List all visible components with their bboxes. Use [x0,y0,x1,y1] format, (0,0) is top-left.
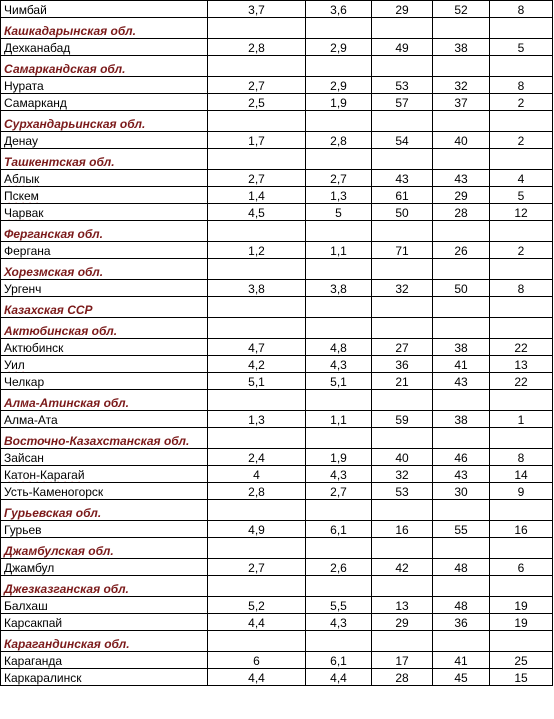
station-row [1,77,553,94]
station-name: Нурата [4,79,44,93]
value-cell-col1: 2,7 [208,170,306,187]
value-cell-col4: 48 [433,597,490,614]
empty-cell [208,631,306,652]
station-name-cell [1,521,208,538]
value-cell-col5: 19 [490,597,553,614]
value-cell-col1: 3,8 [208,280,306,297]
value-cell-col1: 2,7 [208,559,306,576]
station-name: Джамбул [4,561,55,575]
value-cell-col3: 40 [372,449,433,466]
empty-cell [208,149,306,170]
station-name: Караганда [4,654,63,668]
region-header-row [1,576,553,597]
station-name-cell [1,652,208,669]
empty-cell [208,56,306,77]
station-name: Пскем [4,189,39,203]
empty-cell [306,18,372,39]
value-cell-col5: 2 [490,94,553,111]
station-name-cell [1,39,208,56]
value-cell-col2: 2,7 [306,483,372,500]
value-cell-col5: 22 [490,339,553,356]
region-header-label: Гурьевская обл. [1,500,208,521]
value-cell-col2: 1,1 [306,242,372,259]
value-cell-col3: 29 [372,614,433,631]
value-cell-col5: 2 [490,132,553,149]
value-cell-col3: 49 [372,39,433,56]
value-cell-col2: 2,9 [306,77,372,94]
station-name-cell [1,77,208,94]
station-row [1,466,553,483]
station-name-cell [1,483,208,500]
station-name: Актюбинск [4,341,64,355]
value-cell-col4: 55 [433,521,490,538]
empty-cell [433,111,490,132]
value-cell-col3: 54 [372,132,433,149]
empty-cell [372,538,433,559]
empty-cell [306,149,372,170]
value-cell-col3: 13 [372,597,433,614]
station-row [1,170,553,187]
station-row [1,187,553,204]
empty-cell [372,56,433,77]
station-name: Чимбай [4,3,47,17]
empty-cell [306,500,372,521]
station-name-cell [1,669,208,686]
empty-cell [490,297,553,318]
value-cell-col4: 52 [433,1,490,18]
empty-cell [490,149,553,170]
value-cell-col4: 40 [433,132,490,149]
station-name: Карсакпай [4,616,63,630]
value-cell-col4: 36 [433,614,490,631]
value-cell-col1: 1,4 [208,187,306,204]
region-header-label: Джезказганская обл. [1,576,208,597]
value-cell-col5: 12 [490,204,553,221]
empty-cell [433,18,490,39]
value-cell-col5: 2 [490,242,553,259]
value-cell-col4: 26 [433,242,490,259]
empty-cell [490,500,553,521]
region-header-label: Восточно-Казахстанская обл. [1,428,208,449]
value-cell-col1: 4,2 [208,356,306,373]
station-name: Чарвак [4,206,44,220]
station-row [1,339,553,356]
value-cell-col4: 38 [433,411,490,428]
value-cell-col3: 43 [372,170,433,187]
region-header-label: Ташкентская обл. [1,149,208,170]
value-cell-col2: 4,3 [306,466,372,483]
empty-cell [372,221,433,242]
value-cell-col1: 4,5 [208,204,306,221]
station-name-cell [1,466,208,483]
station-name: Катон-Карагай [4,468,85,482]
empty-cell [208,318,306,339]
value-cell-col2: 4,4 [306,669,372,686]
station-row [1,39,553,56]
value-cell-col5: 13 [490,356,553,373]
value-cell-col5: 9 [490,483,553,500]
value-cell-col3: 32 [372,280,433,297]
station-row [1,132,553,149]
value-cell-col2: 1,1 [306,411,372,428]
empty-cell [490,318,553,339]
value-cell-col4: 41 [433,652,490,669]
station-name-cell [1,187,208,204]
empty-cell [490,538,553,559]
region-header-row [1,56,553,77]
region-header-row [1,428,553,449]
station-name: Ургенч [4,282,42,296]
station-name-cell [1,339,208,356]
station-name-cell [1,614,208,631]
value-cell-col4: 28 [433,204,490,221]
region-header-row [1,259,553,280]
value-cell-col2: 6,1 [306,652,372,669]
station-name: Челкар [4,375,45,389]
region-header-row [1,297,553,318]
value-cell-col3: 29 [372,1,433,18]
empty-cell [433,56,490,77]
value-cell-col2: 5 [306,204,372,221]
value-cell-col5: 8 [490,1,553,18]
station-name-cell [1,356,208,373]
empty-cell [433,576,490,597]
empty-cell [208,576,306,597]
empty-cell [372,576,433,597]
empty-cell [306,259,372,280]
value-cell-col2: 2,9 [306,39,372,56]
station-name: Уил [4,358,25,372]
value-cell-col4: 48 [433,559,490,576]
value-cell-col3: 36 [372,356,433,373]
station-row [1,449,553,466]
station-row [1,483,553,500]
empty-cell [433,631,490,652]
empty-cell [490,390,553,411]
station-row [1,559,553,576]
value-cell-col2: 1,3 [306,187,372,204]
region-header-row [1,631,553,652]
value-cell-col5: 8 [490,77,553,94]
empty-cell [490,111,553,132]
station-name-cell [1,411,208,428]
empty-cell [306,56,372,77]
empty-cell [490,221,553,242]
empty-cell [433,318,490,339]
empty-cell [490,56,553,77]
station-name: Самарканд [4,96,67,110]
value-cell-col1: 4,4 [208,614,306,631]
value-cell-col3: 17 [372,652,433,669]
region-header-row [1,111,553,132]
empty-cell [490,428,553,449]
value-cell-col4: 41 [433,356,490,373]
empty-cell [208,111,306,132]
value-cell-col3: 53 [372,77,433,94]
value-cell-col5: 16 [490,521,553,538]
empty-cell [433,149,490,170]
station-row [1,614,553,631]
value-cell-col5: 15 [490,669,553,686]
station-row [1,242,553,259]
value-cell-col4: 50 [433,280,490,297]
value-cell-col5: 8 [490,449,553,466]
empty-cell [208,500,306,521]
value-cell-col5: 5 [490,187,553,204]
value-cell-col2: 5,5 [306,597,372,614]
station-name: Зайсан [4,451,44,465]
region-header-label: Актюбинская обл. [1,318,208,339]
station-name: Балхаш [4,599,48,613]
value-cell-col1: 2,8 [208,39,306,56]
value-cell-col5: 22 [490,373,553,390]
empty-cell [372,631,433,652]
station-row [1,1,553,18]
region-header-row [1,500,553,521]
empty-cell [208,428,306,449]
empty-cell [372,149,433,170]
empty-cell [372,500,433,521]
station-row [1,373,553,390]
value-cell-col3: 27 [372,339,433,356]
station-row [1,521,553,538]
station-name: Фергана [4,244,51,258]
empty-cell [372,18,433,39]
value-cell-col2: 4,3 [306,614,372,631]
value-cell-col1: 1,7 [208,132,306,149]
region-header-label: Хорезмская обл. [1,259,208,280]
empty-cell [433,390,490,411]
value-cell-col4: 38 [433,339,490,356]
empty-cell [372,259,433,280]
station-name-cell [1,373,208,390]
value-cell-col4: 43 [433,373,490,390]
value-cell-col3: 42 [372,559,433,576]
station-row [1,597,553,614]
station-row [1,411,553,428]
station-name-cell [1,204,208,221]
value-cell-col4: 37 [433,94,490,111]
value-cell-col2: 1,9 [306,449,372,466]
empty-cell [372,390,433,411]
empty-cell [433,221,490,242]
station-name: Усть-Каменогорск [4,485,104,499]
value-cell-col4: 46 [433,449,490,466]
value-cell-col3: 61 [372,187,433,204]
region-header-label: Самаркандская обл. [1,56,208,77]
empty-cell [208,259,306,280]
empty-cell [306,428,372,449]
value-cell-col1: 2,8 [208,483,306,500]
region-header-row [1,538,553,559]
value-cell-col3: 16 [372,521,433,538]
empty-cell [208,390,306,411]
value-cell-col3: 50 [372,204,433,221]
region-header-label: Джамбулская обл. [1,538,208,559]
value-cell-col5: 5 [490,39,553,56]
station-row [1,669,553,686]
station-name-cell [1,1,208,18]
empty-cell [372,428,433,449]
value-cell-col3: 28 [372,669,433,686]
empty-cell [490,631,553,652]
value-cell-col5: 19 [490,614,553,631]
value-cell-col3: 59 [372,411,433,428]
value-cell-col1: 4,7 [208,339,306,356]
empty-cell [306,390,372,411]
empty-cell [306,318,372,339]
value-cell-col3: 53 [372,483,433,500]
station-row [1,280,553,297]
value-cell-col5: 6 [490,559,553,576]
value-cell-col4: 30 [433,483,490,500]
value-cell-col5: 14 [490,466,553,483]
value-cell-col3: 71 [372,242,433,259]
region-header-row [1,149,553,170]
value-cell-col4: 43 [433,170,490,187]
empty-cell [433,500,490,521]
region-header-row [1,221,553,242]
station-row [1,204,553,221]
empty-cell [208,297,306,318]
region-header-label: Алма-Атинская обл. [1,390,208,411]
station-name: Аблык [4,172,40,186]
value-cell-col5: 1 [490,411,553,428]
empty-cell [433,259,490,280]
value-cell-col1: 2,5 [208,94,306,111]
empty-cell [306,297,372,318]
empty-cell [372,111,433,132]
value-cell-col1: 3,7 [208,1,306,18]
value-cell-col2: 1,9 [306,94,372,111]
value-cell-col4: 38 [433,39,490,56]
station-row [1,94,553,111]
value-cell-col1: 5,1 [208,373,306,390]
value-cell-col4: 43 [433,466,490,483]
empty-cell [372,318,433,339]
station-name-cell [1,242,208,259]
value-cell-col1: 6 [208,652,306,669]
value-cell-col4: 32 [433,77,490,94]
station-name: Гурьев [4,523,42,537]
value-cell-col2: 3,6 [306,1,372,18]
empty-cell [490,576,553,597]
value-cell-col4: 45 [433,669,490,686]
station-name-cell [1,280,208,297]
station-row [1,356,553,373]
value-cell-col3: 57 [372,94,433,111]
value-cell-col2: 6,1 [306,521,372,538]
region-header-label: Ферганская обл. [1,221,208,242]
empty-cell [306,631,372,652]
region-header-row [1,390,553,411]
value-cell-col1: 4 [208,466,306,483]
station-name: Каркаралинск [4,671,82,685]
value-cell-col2: 2,6 [306,559,372,576]
station-name: Алма-Ата [4,413,58,427]
value-cell-col1: 5,2 [208,597,306,614]
station-name: Дехканабад [4,41,71,55]
empty-cell [306,221,372,242]
value-cell-col5: 4 [490,170,553,187]
value-cell-col4: 29 [433,187,490,204]
value-cell-col2: 2,8 [306,132,372,149]
station-row [1,652,553,669]
value-cell-col1: 2,4 [208,449,306,466]
value-cell-col1: 4,9 [208,521,306,538]
value-cell-col1: 1,3 [208,411,306,428]
value-cell-col1: 4,4 [208,669,306,686]
value-cell-col2: 3,8 [306,280,372,297]
station-name-cell [1,132,208,149]
region-header-row [1,318,553,339]
value-cell-col2: 4,8 [306,339,372,356]
empty-cell [433,538,490,559]
empty-cell [433,428,490,449]
empty-cell [306,576,372,597]
region-header-label: Казахская ССР [1,297,208,318]
region-header-label: Кашкадарынская обл. [1,18,208,39]
region-header-label: Сурхандарьинская обл. [1,111,208,132]
region-header-row [1,18,553,39]
value-cell-col5: 25 [490,652,553,669]
empty-cell [490,18,553,39]
value-cell-col5: 8 [490,280,553,297]
value-cell-col2: 4,3 [306,356,372,373]
empty-cell [306,538,372,559]
table-body [1,1,553,686]
value-cell-col2: 5,1 [306,373,372,390]
value-cell-col1: 2,7 [208,77,306,94]
station-name-cell [1,170,208,187]
value-cell-col2: 2,7 [306,170,372,187]
value-cell-col3: 32 [372,466,433,483]
empty-cell [208,18,306,39]
region-header-label: Карагандинская обл. [1,631,208,652]
empty-cell [306,111,372,132]
empty-cell [208,221,306,242]
station-name-cell [1,94,208,111]
station-name: Денау [4,134,38,148]
value-cell-col1: 1,2 [208,242,306,259]
empty-cell [372,297,433,318]
station-name-cell [1,559,208,576]
empty-cell [208,538,306,559]
station-name-cell [1,449,208,466]
value-cell-col3: 21 [372,373,433,390]
empty-cell [433,297,490,318]
empty-cell [490,259,553,280]
station-name-cell [1,597,208,614]
